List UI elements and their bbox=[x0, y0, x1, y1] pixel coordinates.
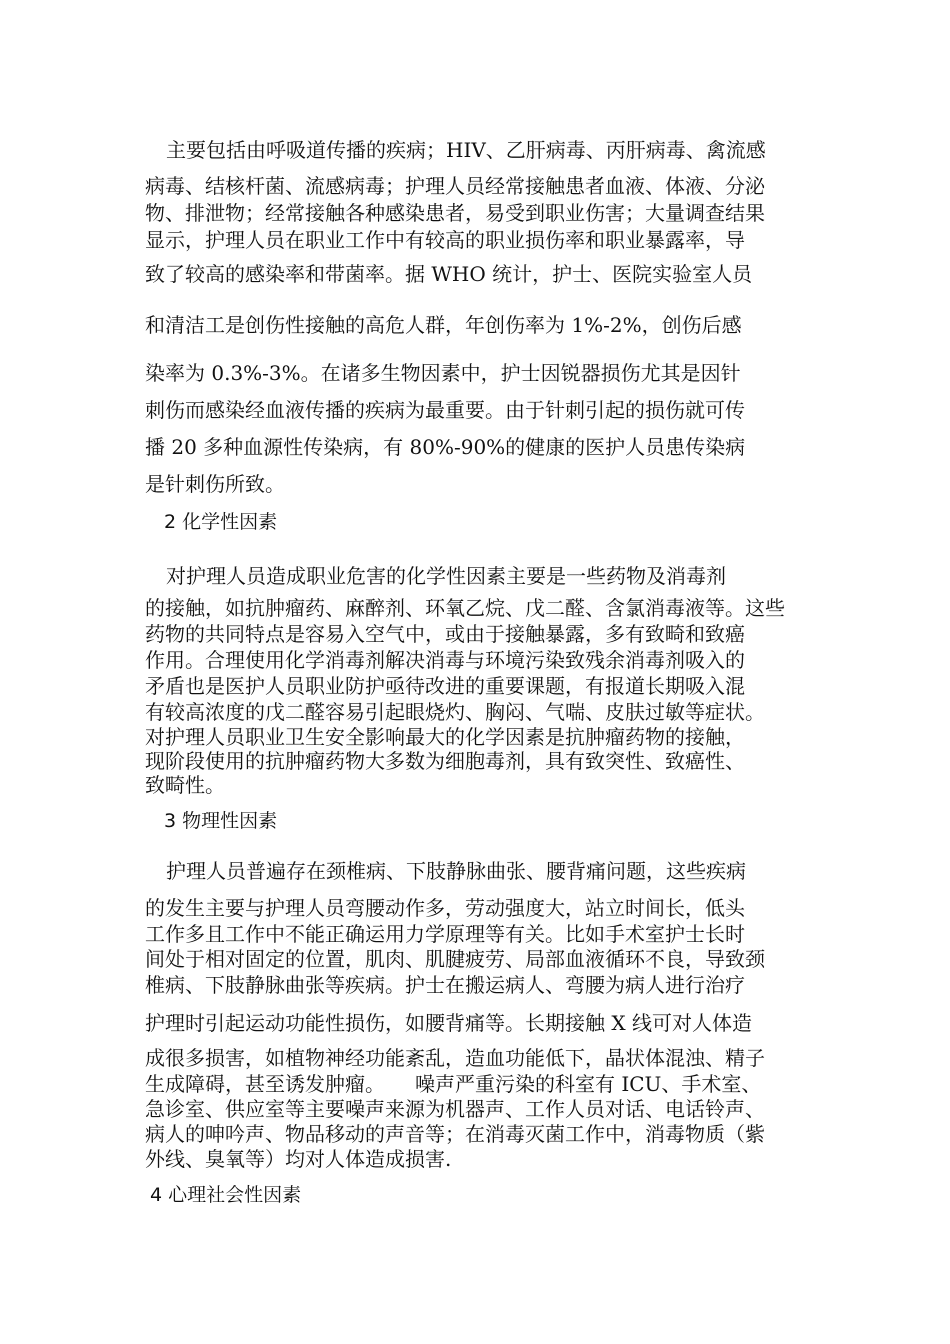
para2-line: 药物的共同特点是容易入空气中，或由于接触暴露，多有致畸和致癌 bbox=[145, 622, 745, 646]
para3-line: 急诊室、供应室等主要噪声来源为机器声、工作人员对话、电话铃声、 bbox=[145, 1097, 765, 1121]
para2-line: 作用。合理使用化学消毒剂解决消毒与环境污染致残余消毒剂吸入的 bbox=[145, 648, 745, 672]
para2-line: 现阶段使用的抗肿瘤药物大多数为细胞毒剂，具有致突性、致癌性、 bbox=[145, 749, 745, 773]
section-heading-chemical: 2 化学性因素 bbox=[164, 511, 278, 533]
para3-line: 护理时引起运动功能性损伤，如腰背痛等。长期接触 X 线可对人体造 bbox=[145, 1011, 752, 1035]
para3-line: 间处于相对固定的位置，肌肉、肌腱疲劳、局部血液循环不良，导致颈 bbox=[145, 947, 765, 971]
para2-line: 致畸性。 bbox=[145, 773, 225, 797]
section-heading-psychosocial: 4 心理社会性因素 bbox=[150, 1184, 302, 1206]
para3-line: 病人的呻吟声、物品移动的声音等；在消毒灭菌工作中，消毒物质（紫 bbox=[145, 1122, 765, 1146]
para1-line: 染率为 0.3%-3%。在诸多生物因素中，护士因锐器损伤尤其是因针 bbox=[145, 361, 741, 385]
para3-line: 成很多损害，如植物神经功能紊乱，造血功能低下，晶状体混浊、精子 bbox=[145, 1046, 765, 1070]
para3-line: 的发生主要与护理人员弯腰动作多，劳动强度大，站立时间长，低头 bbox=[145, 896, 745, 920]
para1-line: 主要包括由呼吸道传播的疾病；HIV、乙肝病毒、丙肝病毒、禽流感 bbox=[166, 138, 766, 162]
para2-line: 对护理人员职业卫生安全影响最大的化学因素是抗肿瘤药物的接触， bbox=[145, 725, 745, 749]
para1-line: 致了较高的感染率和带菌率。据 WHO 统计，护士、医院实验室人员 bbox=[145, 262, 753, 286]
para2-line: 的接触，如抗肿瘤药、麻醉剂、环氧乙烷、戊二醛、含氯消毒液等。这些 bbox=[145, 596, 785, 620]
para2-line: 对护理人员造成职业危害的化学性因素主要是一些药物及消毒剂 bbox=[166, 564, 726, 588]
para2-line: 有较高浓度的戊二醛容易引起眼烧灼、胸闷、气喘、皮肤过敏等症状。 bbox=[145, 700, 765, 724]
para1-line: 刺伤而感染经血液传播的疾病为最重要。由于针刺引起的损伤就可传 bbox=[145, 398, 745, 422]
section-heading-physical: 3 物理性因素 bbox=[164, 810, 278, 832]
para3-line: 外线、臭氧等）均对人体造成损害. bbox=[145, 1147, 452, 1171]
para1-line: 播 20 多种血源性传染病，有 80%-90%的健康的医护人员患传染病 bbox=[145, 435, 746, 459]
para1-line: 病毒、结核杆菌、流感病毒；护理人员经常接触患者血液、体液、分泌 bbox=[145, 174, 765, 198]
para3-line: 工作多且工作中不能正确运用力学原理等有关。比如手术室护士长时 bbox=[145, 922, 745, 946]
para3-line: 椎病、下肢静脉曲张等疾病。护士在搬运病人、弯腰为病人进行治疗 bbox=[145, 973, 745, 997]
para3-line: 生成障碍，甚至诱发肿瘤。 噪声严重污染的科室有 ICU、手术室、 bbox=[145, 1072, 762, 1096]
para1-line: 显示，护理人员在职业工作中有较高的职业损伤率和职业暴露率，导 bbox=[145, 228, 745, 252]
para1-line: 和清洁工是创伤性接触的高危人群，年创伤率为 1%-2%，创伤后感 bbox=[145, 313, 742, 337]
para1-line: 物、排泄物；经常接触各种感染患者，易受到职业伤害；大量调查结果 bbox=[145, 201, 765, 225]
para2-line: 矛盾也是医护人员职业防护亟待改进的重要课题，有报道长期吸入混 bbox=[145, 674, 745, 698]
para1-line: 是针刺伤所致。 bbox=[145, 472, 285, 496]
para3-line: 护理人员普遍存在颈椎病、下肢静脉曲张、腰背痛问题，这些疾病 bbox=[166, 859, 746, 883]
